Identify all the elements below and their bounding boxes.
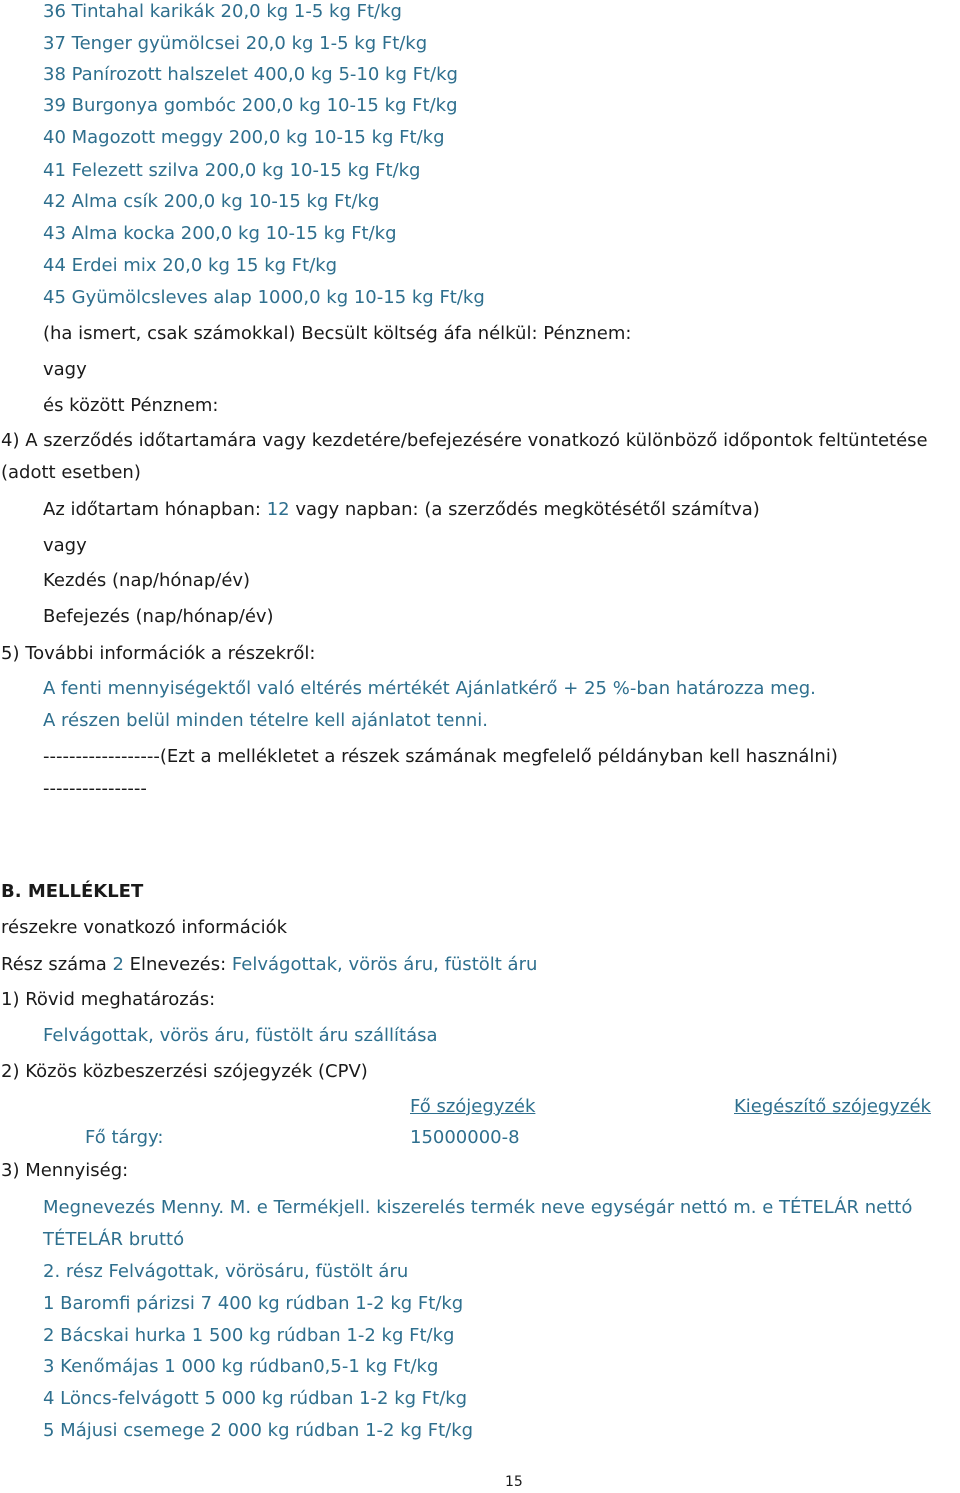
or-text: vagy	[43, 359, 87, 380]
cpv-heading: 2) Közös közbeszerzési szójegyzék (CPV)	[1, 1061, 368, 1082]
duration-line	[43, 499, 760, 521]
item-line: 40 Magozott meggy 200,0 kg 10-15 kg Ft/kg	[43, 127, 445, 148]
table-header-cont: TÉTELÁR bruttó	[43, 1229, 185, 1250]
part-name-value: Felvágottak, vörös áru, füstölt áru	[231, 954, 538, 975]
part-name-label: Elnevezés:	[123, 954, 232, 975]
duration-months-value: 12	[266, 499, 290, 520]
list-item: 5 Májusi csemege 2 000 kg rúdban 1-2 kg Ft/kg	[43, 1420, 474, 1441]
cpv-main-label: Fő tárgy:	[85, 1127, 164, 1148]
start-date-label: Kezdés (nap/hónap/év)	[43, 570, 251, 591]
page-number: 15	[505, 1474, 523, 1490]
or-text: vagy	[43, 535, 87, 556]
cpv-supplementary-header: Kiegészítő szójegyzék	[734, 1096, 931, 1117]
part-title: 2. rész Felvágottak, vörösáru, füstölt áru	[43, 1261, 409, 1282]
list-item: 3 Kenőmájas 1 000 kg rúdban0,5-1 kg Ft/kg	[43, 1356, 439, 1377]
part-number-value: 2	[112, 954, 124, 975]
cpv-main-header: Fő szójegyzék	[410, 1096, 536, 1117]
separator-line: ----------------	[43, 778, 147, 799]
section-4-heading: 4) A szerződés időtartamára vagy kezdetére/befejezésére vonatkozó különböző időpontok feltüntetése	[1, 430, 928, 451]
item-line: 37 Tenger gyümölcsei 20,0 kg 1-5 kg Ft/kg	[43, 33, 428, 54]
info-all-items: A részen belül minden tételre kell ajánlatot tenni.	[43, 710, 489, 731]
part-line	[1, 954, 537, 976]
range-currency-line: és között Pénznem:	[43, 395, 219, 416]
item-line: 41 Felezett szilva 200,0 kg 10-15 kg Ft/kg	[43, 160, 421, 181]
list-item: 4 Löncs-felvágott 5 000 kg rúdban 1-2 kg Ft/kg	[43, 1388, 468, 1409]
cpv-main-value: 15000000-8	[410, 1127, 520, 1148]
item-line: 44 Erdei mix 20,0 kg 15 kg Ft/kg	[43, 255, 338, 276]
list-item: 2 Bácskai hurka 1 500 kg rúdban 1-2 kg Ft/kg	[43, 1325, 455, 1346]
item-line: 39 Burgonya gombóc 200,0 kg 10-15 kg Ft/kg	[43, 95, 458, 116]
annex-subtitle: részekre vonatkozó információk	[1, 917, 288, 938]
section-4-heading-cont: (adott esetben)	[1, 462, 141, 483]
item-line: 42 Alma csík 200,0 kg 10-15 kg Ft/kg	[43, 191, 380, 212]
separator-note: ------------------(Ezt a mellékletet a részek számának megfelelő példányban kell használni)	[43, 746, 838, 767]
part-number-label: Rész száma	[1, 954, 113, 975]
list-item: 1 Baromfi párizsi 7 400 kg rúdban 1-2 kg Ft/kg	[43, 1293, 464, 1314]
duration-label: Az időtartam hónapban:	[43, 499, 267, 520]
section-5-heading: 5) További információk a részekről:	[1, 643, 316, 664]
duration-days-label: vagy napban: (a szerződés megkötésétől számítva)	[289, 499, 760, 520]
estimated-cost-line: (ha ismert, csak számokkal) Becsült költség áfa nélkül: Pénznem:	[43, 323, 632, 344]
end-date-label: Befejezés (nap/hónap/év)	[43, 606, 274, 627]
item-line: 45 Gyümölcsleves alap 1000,0 kg 10-15 kg Ft/kg	[43, 287, 485, 308]
info-deviation: A fenti mennyiségektől való eltérés mértékét Ajánlatkérő + 25 %-ban határozza meg.	[43, 678, 816, 699]
short-description-heading: 1) Rövid meghatározás:	[1, 989, 216, 1010]
table-header: Megnevezés Menny. M. e Termékjell. kiszerelés termék neve egységár nettó m. e TÉTELÁR nettó	[43, 1197, 913, 1218]
quantity-heading: 3) Mennyiség:	[1, 1160, 129, 1181]
item-line: 43 Alma kocka 200,0 kg 10-15 kg Ft/kg	[43, 223, 397, 244]
item-line: 36 Tintahal karikák 20,0 kg 1-5 kg Ft/kg	[43, 1, 402, 22]
short-description-value: Felvágottak, vörös áru, füstölt áru szállítása	[43, 1025, 438, 1046]
annex-title: B. MELLÉKLET	[1, 881, 144, 902]
item-line: 38 Panírozott halszelet 400,0 kg 5-10 kg Ft/kg	[43, 64, 458, 85]
